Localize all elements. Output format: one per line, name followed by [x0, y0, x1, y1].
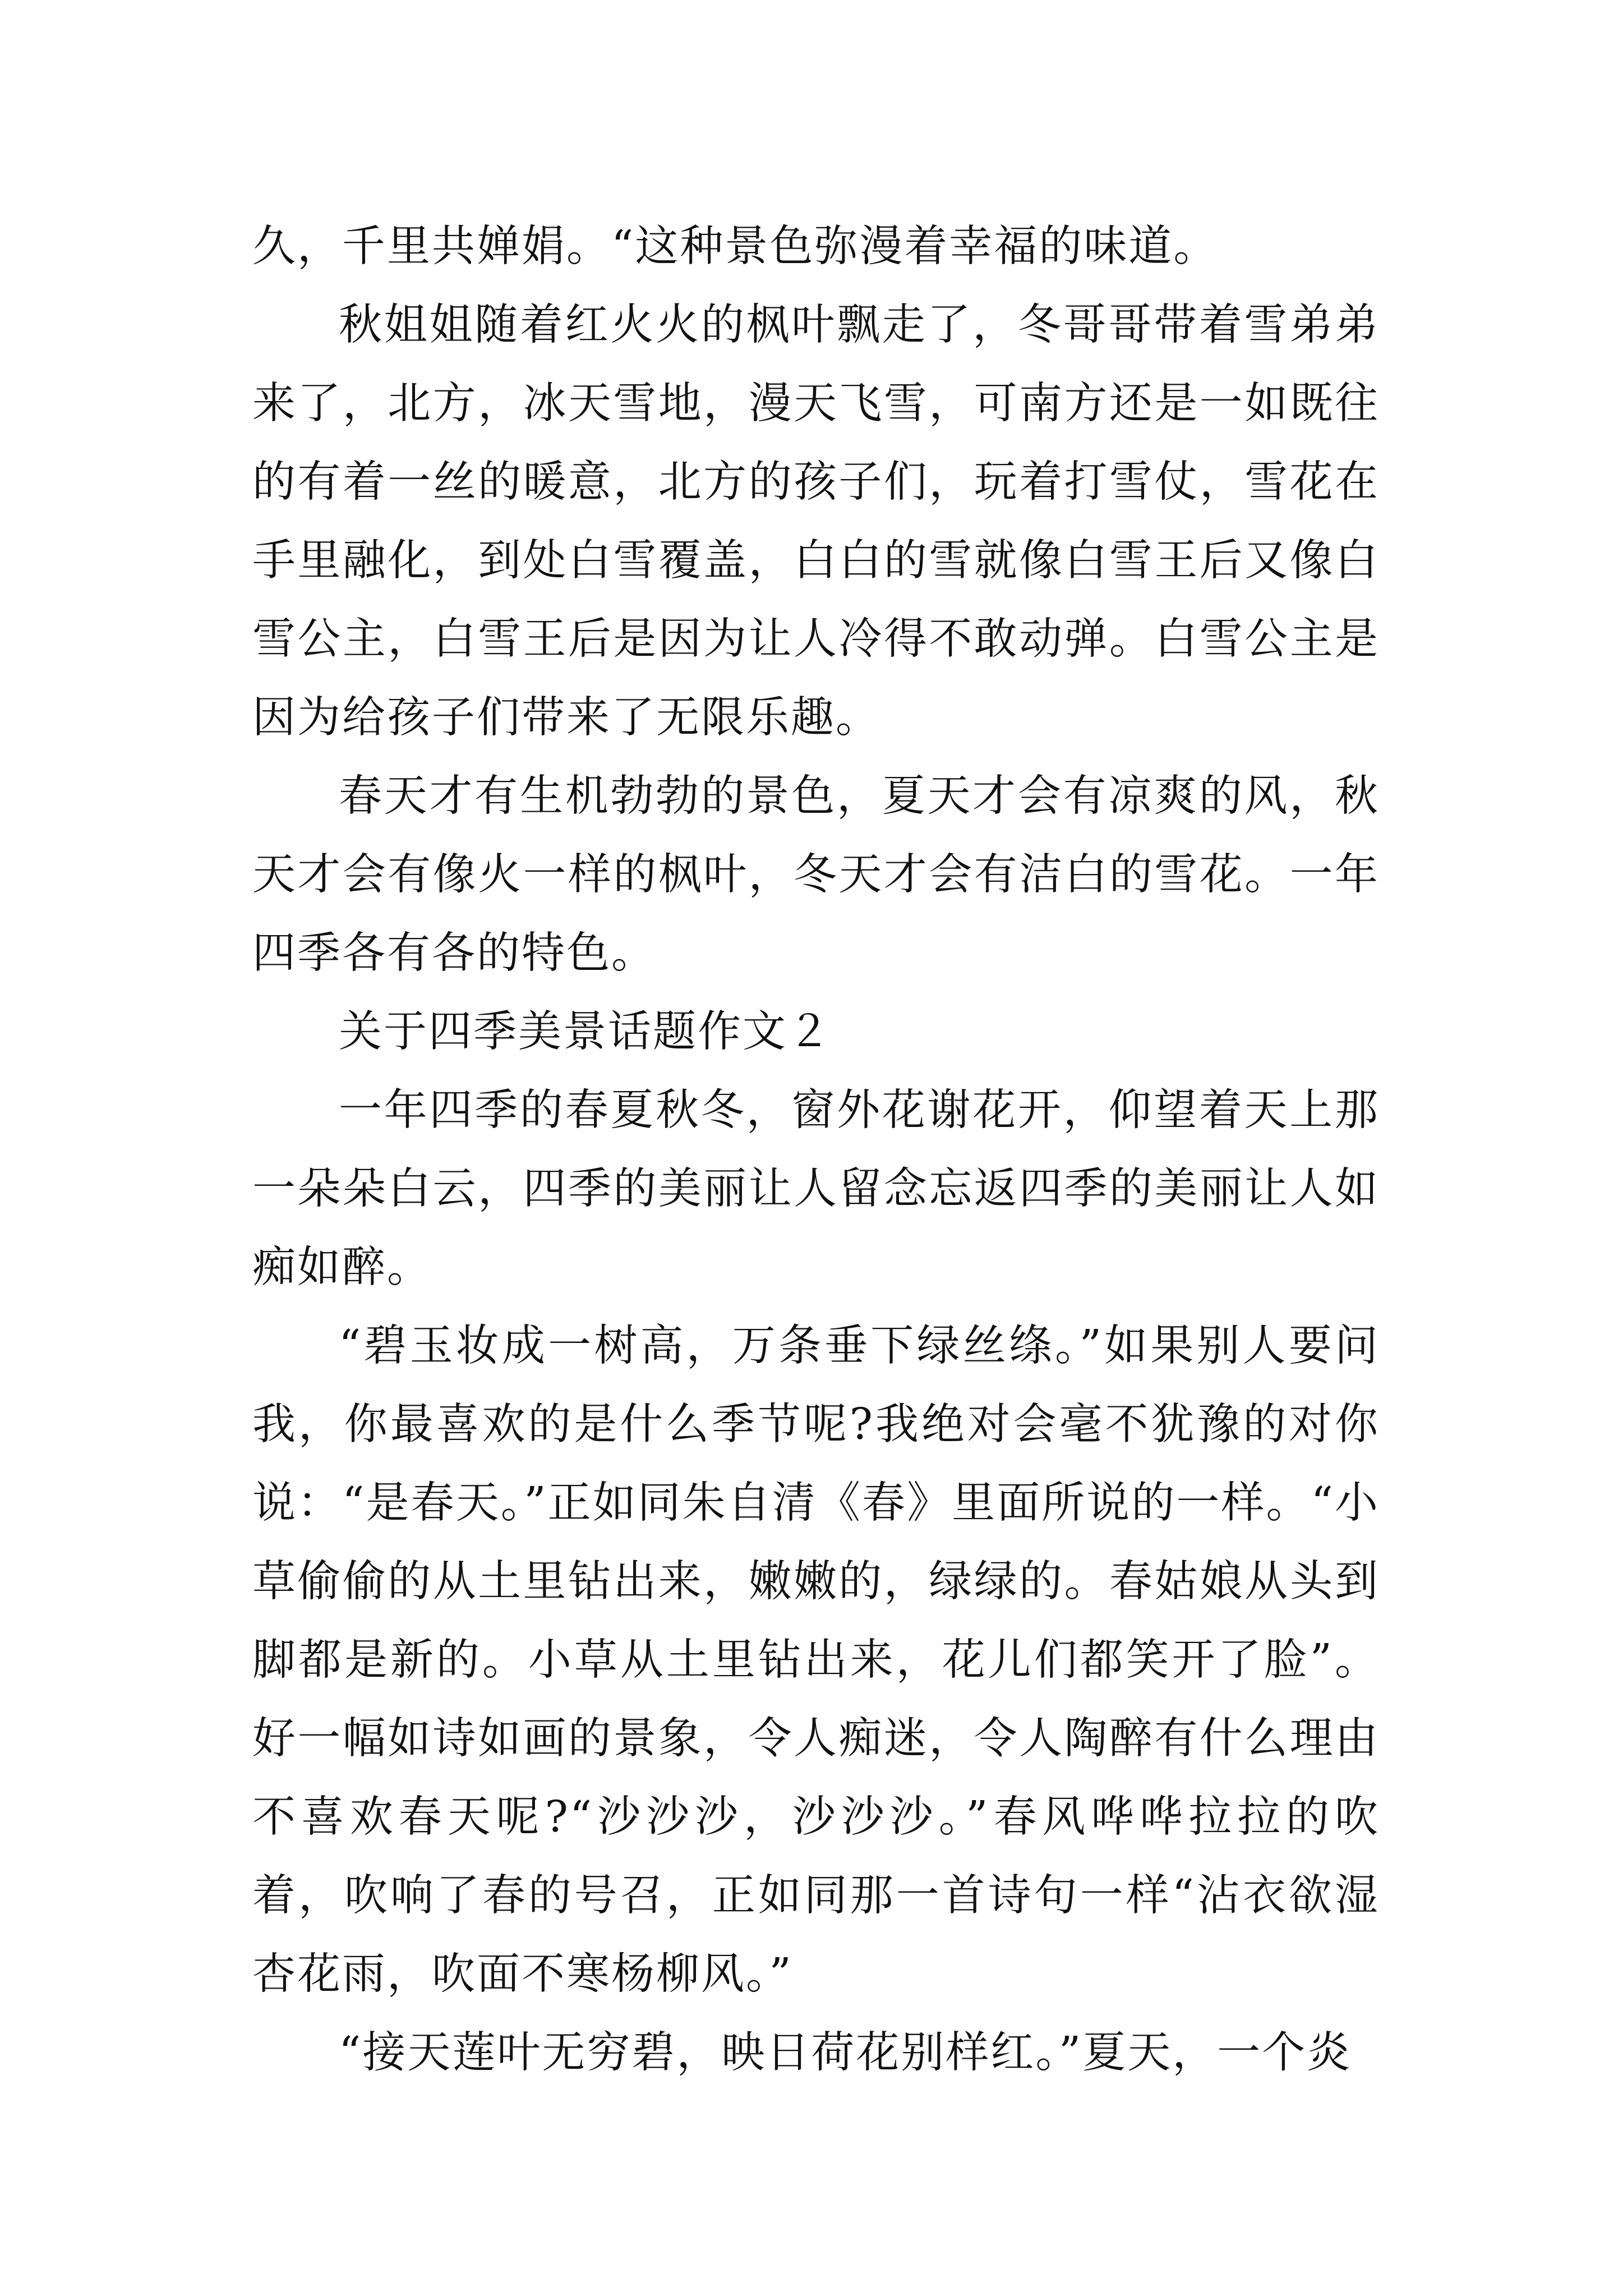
- paragraph-spring: “碧玉妆成一树高，万条垂下绿丝绦。”如果别人要问我，你最喜欢的是什么季节呢?我绝对会毫不犹豫的对你说：“是春天。”正如同朱自清《春》里面所说的一样。“小草偷偷的从土里钻出来，嫩嫩的，绿绿的。春姑娘从头到脚都是新的。小草从土里钻出来，花儿们都笑开了脸”。好一幅如诗如画的景象，令人痴迷，令人陶醉有什么理由不喜欢春天呢?“沙沙沙，沙沙沙。”春风哗哗拉拉的吹着，吹响了春的号召，正如同那一首诗句一样“沾衣欲湿杏花雨，吹面不寒杨柳风。”: [252, 1321, 1380, 1999]
- document-body: [252, 208, 1380, 2092]
- paragraph-intro: 一年四季的春夏秋冬，窗外花谢花开，仰望着天上那一朵朵白云，四季的美丽让人留念忘返四季的美丽让人如痴如醉。: [252, 1085, 1380, 1292]
- section-heading: 关于四季美景话题作文２: [339, 1007, 832, 1057]
- paragraph-continuation: 久，千里共婵娟。“这种景色弥漫着幸福的味道。: [252, 222, 1219, 272]
- paragraph-seasons-summary: 春天才有生机勃勃的景色，夏天才会有凉爽的风，秋天才会有像火一样的枫叶，冬天才会有洁白的雪花。一年四季各有各的特色。: [252, 771, 1380, 978]
- paragraph-summer: “接天莲叶无穷碧，映日荷花别样红。”夏天，一个炎: [339, 2028, 1352, 2078]
- paragraph-winter: 秋姐姐随着红火火的枫叶飘走了，冬哥哥带着雪弟弟来了，北方，冰天雪地，漫天飞雪，可南方还是一如既往的有着一丝的暖意，北方的孩子们，玩着打雪仗，雪花在手里融化，到处白雪覆盖，白白的雪就像白雪王后又像白雪公主，白雪王后是因为让人冷得不敢动弹。白雪公主是因为给孩子们带来了无限乐趣。: [252, 300, 1380, 743]
